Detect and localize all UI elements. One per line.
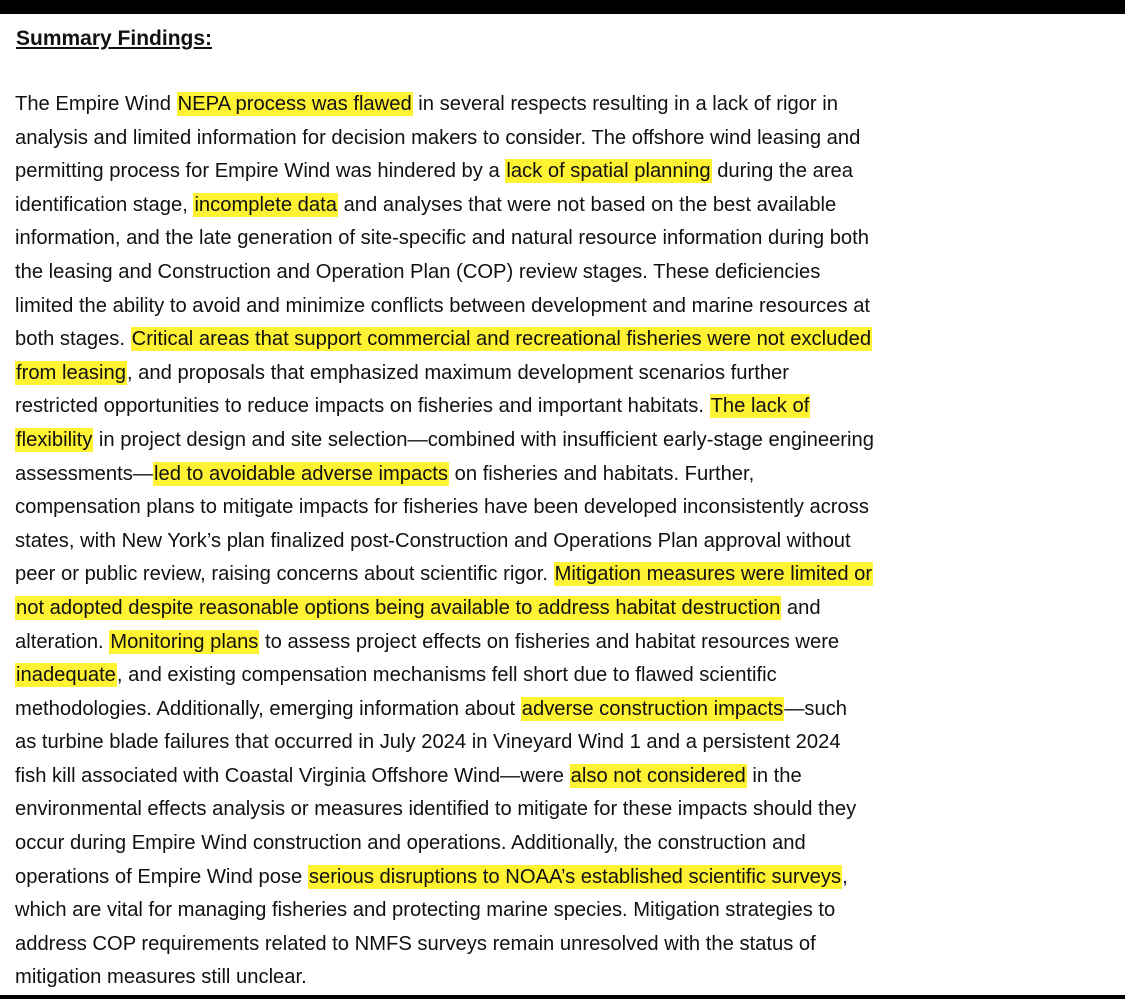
text-segment: environmental effects analysis or measures identified to mitigate for these impacts should they [15, 798, 857, 821]
text-segment: to assess project effects on fisheries and habitat resources were [259, 630, 840, 653]
text-line [15, 861, 1117, 895]
text-segment: , and proposals that emphasized maximum development scenarios further [126, 361, 790, 384]
text-line [15, 458, 1117, 492]
text-segment: which are vital for managing fisheries and protecting marine species. Mitigation strategies to [15, 899, 836, 922]
highlighted-text: Monitoring plans [110, 630, 259, 653]
document-page [0, 14, 1125, 995]
highlighted-text: flexibility [16, 428, 93, 451]
text-line [15, 827, 1117, 861]
text-line [15, 693, 1117, 727]
text-line [15, 155, 1117, 189]
highlighted-text: adverse construction impacts [521, 697, 784, 720]
text-line [15, 88, 1117, 122]
text-line [15, 122, 1117, 156]
text-segment: fish kill associated with Coastal Virginia Offshore Wind—were [15, 764, 570, 787]
text-line [15, 525, 1117, 559]
highlighted-text: Mitigation measures were limited or [554, 563, 873, 586]
text-segment: —such [784, 697, 848, 720]
text-segment: address COP requirements related to NMFS surveys remain unresolved with the status of [15, 932, 816, 955]
text-line [15, 558, 1117, 592]
text-line [15, 928, 1117, 962]
text-line [15, 323, 1117, 357]
text-line [15, 222, 1117, 256]
text-segment: during the area [711, 160, 854, 183]
text-segment: occur during Empire Wind construction and operations. Additionally, the construction and [15, 832, 806, 855]
text-segment: , and existing compensation mechanisms fell short due to flawed scientific [116, 664, 777, 687]
text-line [15, 760, 1117, 794]
highlighted-text: also not considered [570, 764, 746, 787]
text-line [15, 491, 1117, 525]
text-line [15, 726, 1117, 760]
highlighted-text: inadequate [16, 664, 116, 687]
highlighted-text: NEPA process was flawed [177, 93, 412, 115]
text-segment: in the [746, 764, 802, 787]
text-segment: states, with New York’s plan finalized post-Construction and Operations Plan approval without [15, 529, 851, 552]
text-line [15, 894, 1117, 928]
text-line [15, 626, 1117, 660]
text-segment: The Empire Wind [15, 93, 177, 115]
text-segment: as turbine blade failures that occurred in July 2024 in Vineyard Wind 1 and a persistent 2024 [15, 731, 841, 754]
text-line [15, 424, 1117, 458]
text-segment: mitigation measures still unclear. [15, 966, 307, 989]
text-segment: restricted opportunities to reduce impacts on fisheries and important habitats. [15, 395, 710, 418]
section-heading: Summary Findings: [16, 27, 213, 50]
text-line [15, 189, 1117, 223]
highlighted-text: from leasing [16, 361, 126, 384]
text-segment: operations of Empire Wind pose [15, 865, 308, 888]
text-segment: alteration. [15, 630, 110, 653]
text-segment: permitting process for Empire Wind was hindered by a [15, 160, 506, 183]
text-segment: peer or public review, raising concerns about scientific rigor. [15, 563, 554, 586]
summary-paragraph [15, 88, 1117, 995]
text-line [15, 256, 1117, 290]
text-segment: in project design and site selection—combined with insufficient early-stage engineering [93, 428, 874, 451]
text-segment: the leasing and Construction and Operation Plan (COP) review stages. These deficiencies [15, 260, 821, 283]
text-segment: in several respects resulting in a lack of rigor in [412, 93, 838, 115]
text-line [15, 793, 1117, 827]
text-segment: and [781, 596, 821, 619]
text-segment: limited the ability to avoid and minimize conflicts between development and marine resources at [15, 294, 871, 317]
highlighted-text: serious disruptions to NOAA’s established scientific surveys [308, 865, 842, 888]
text-segment: and analyses that were not based on the best available [337, 193, 837, 216]
text-segment: information, and the late generation of site-specific and natural resource information during both [15, 227, 869, 250]
text-line [15, 592, 1117, 626]
highlighted-text: incomplete data [194, 193, 337, 216]
text-segment: both stages. [15, 328, 131, 351]
text-segment: analysis and limited information for decision makers to consider. The offshore wind leasing and [15, 126, 861, 149]
highlighted-text: not adopted despite reasonable options being available to address habitat destruction [16, 596, 781, 619]
highlighted-text: The lack of [710, 395, 810, 418]
text-segment: on fisheries and habitats. Further, [449, 462, 755, 485]
highlighted-text: Critical areas that support commercial and recreational fisheries were not excluded [131, 328, 872, 351]
text-segment: methodologies. Additionally, emerging information about [15, 697, 521, 720]
text-segment: assessments— [15, 462, 153, 485]
text-segment: identification stage, [15, 193, 194, 216]
highlighted-text: led to avoidable adverse impacts [154, 462, 449, 485]
text-line [15, 390, 1117, 424]
text-line [15, 961, 1117, 995]
text-segment: compensation plans to mitigate impacts for fisheries have been developed inconsistently across [15, 496, 869, 519]
text-line [15, 659, 1117, 693]
text-segment: , [842, 865, 848, 888]
highlighted-text: lack of spatial planning [506, 160, 711, 183]
text-line [15, 357, 1117, 391]
text-line [15, 290, 1117, 324]
